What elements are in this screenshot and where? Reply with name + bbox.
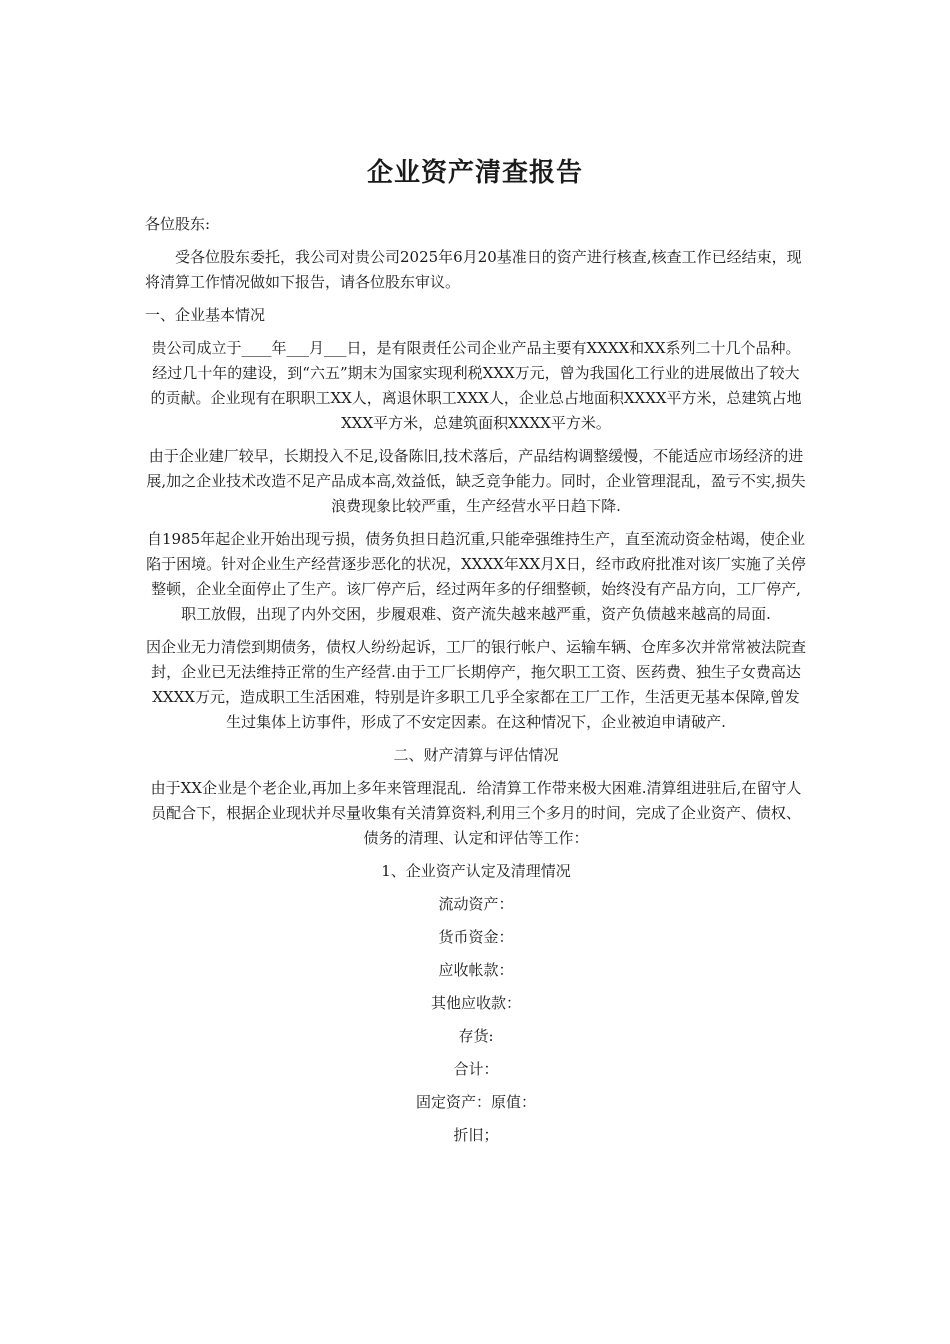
subsection-1-heading: 1、企业资产认定及清理情况 (381, 862, 571, 880)
asset-item-total: 合计： (453, 1060, 499, 1078)
asset-item-depreciation: 折旧； (453, 1126, 499, 1144)
section-2-paragraph-1: 由于XX企业是个老企业,再加上多年来管理混乱．给清算工作带来极大困难.清算组进驻后,在留守人员配合下，根据企业现状并尽量收集有关清算资料,利用三个多月的时间，完成了企业资产、债权、债务的清理、认定和评估等工作： (150, 779, 802, 847)
asset-item-current-assets: 流动资产： (438, 895, 514, 913)
section-1-paragraph-4: 因企业无力清偿到期债务，债权人纷纷起诉，工厂的银行帐户、运输车辆、仓库多次并常常被法院查封，企业已无法维持正常的生产经营.由于工厂长期停产，拖欠职工工资、医药费、独生子女费高达XXXX万元，造成职工生活困难，特别是许多职工几乎全家都在工厂工作，生活更无基本保障,曾发生过集体上访事件，形成了不安定因素。在这种情况下，企业被迫申请破产. (145, 638, 806, 731)
asset-item-other-receivables: 其他应收款： (430, 994, 521, 1012)
salutation: 各位股东: (145, 215, 211, 233)
section-1-paragraph-1: 贵公司成立于____年___月___日，是有限责任公司企业产品主要有XXXX和XX系列二十几个品种。经过几十年的建设，到“六五”期末为国家实现利税XXX万元，曾为我国化工行业的进展做出了较大的贡献。企业现有在职职工XX人，离退休职工XXX人，企业总占地面积XXXX平方米，总建筑占地XXX平方米，总建筑面积XXXX平方米。 (150, 339, 802, 432)
document-title: 企业资产清查报告 (366, 158, 583, 188)
intro-paragraph: 受各位股东委托，我公司对贵公司2025年6月20基准日的资产进行核查,核查工作已经结束，现将清算工作情况做如下报告，请各位股东审议。 (145, 248, 802, 291)
section-1-paragraph-2: 由于企业建厂较早，长期投入不足,设备陈旧,技术落后，产品结构调整缓慢，不能适应市场经济的进展,加之企业技术改造不足产品成本高,效益低，缺乏竞争能力。同时，企业管理混乱，盈亏不实,损失浪费现象比较严重，生产经营水平日趋下降. (146, 447, 806, 515)
document-body (145, 212, 807, 1156)
asset-item-inventory: 存货: (458, 1027, 494, 1045)
section-1-heading: 一、企业基本情况 (145, 306, 266, 324)
asset-item-fixed-assets-original: 固定资产：原值： (415, 1093, 536, 1111)
section-1-paragraph-3: 自1985年起企业开始出现亏损，债务负担日趋沉重,只能牵强维持生产，直至流动资金枯竭，使企业陷于困境。针对企业生产经营逐步恶化的状况，XXXX年XX月X日，经市政府批准对该厂实施了关停整顿，企业全面停止了生产。该厂停产后，经过两年多的仔细整顿，始终没有产品方向，工厂停产,职工放假，出现了内外交困，步履艰难、资产流失越来越严重，资产负债越来越高的局面. (146, 530, 806, 623)
asset-item-accounts-receivable: 应收帐款： (438, 961, 514, 979)
asset-item-cash: 货币资金： (438, 928, 514, 946)
section-2-heading: 二、财产清算与评估情况 (393, 746, 559, 764)
